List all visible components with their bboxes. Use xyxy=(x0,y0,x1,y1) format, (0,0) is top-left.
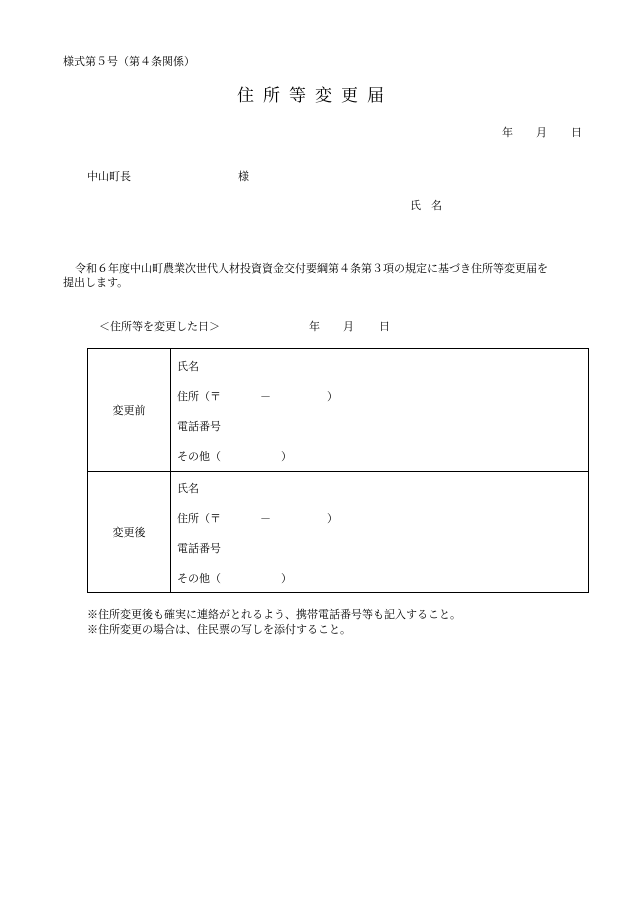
after-phone-field: 電話番号 xyxy=(177,542,221,555)
body-text-line1: 令和６年度中山町農業次世代人材投資資金交付要綱第４条第３項の規定に基づき住所等変更届を xyxy=(75,262,548,275)
note-item: ※住所変更の場合は、住民票の写しを添付すること。 xyxy=(87,623,351,636)
addressee-honorific: 様 xyxy=(238,170,249,183)
before-name-field: 氏名 xyxy=(177,360,199,373)
changed-year-label: 年 xyxy=(309,320,320,333)
changed-day-label: 日 xyxy=(379,320,390,333)
body-text-line2: 提出します。 xyxy=(63,276,129,289)
after-address-dash: － xyxy=(260,512,271,525)
section-after-label: 変更後 xyxy=(88,471,171,593)
section-before xyxy=(88,349,588,472)
after-name-field: 氏名 xyxy=(177,482,199,495)
changed-month-label: 月 xyxy=(343,320,354,333)
addressee-name: 中山町長 xyxy=(87,170,131,183)
changed-date-label: ＜住所等を変更した日＞ xyxy=(99,320,220,333)
change-table xyxy=(87,348,589,593)
section-before-label: 変更前 xyxy=(88,349,171,471)
before-address-dash: － xyxy=(260,390,271,403)
date-year-label: 年 xyxy=(502,126,513,139)
note-item: ※住所変更後も確実に連絡がとれるよう、携帯電話番号等も記入すること。 xyxy=(87,608,461,621)
before-address-field: 住所（〒 xyxy=(177,390,221,403)
section-after xyxy=(88,471,588,593)
before-phone-field: 電話番号 xyxy=(177,420,221,433)
before-other-field: その他（ xyxy=(177,450,221,463)
date-month-label: 月 xyxy=(536,126,547,139)
after-other-close: ） xyxy=(281,572,292,585)
form-number: 様式第５号（第４条関係） xyxy=(63,55,195,68)
after-address-field: 住所（〒 xyxy=(177,512,221,525)
before-address-close: ） xyxy=(327,390,338,403)
after-address-close: ） xyxy=(327,512,338,525)
date-day-label: 日 xyxy=(571,126,582,139)
document-title: 住所等変更届 xyxy=(237,86,393,106)
before-other-close: ） xyxy=(281,450,292,463)
applicant-name-label: 氏名 xyxy=(410,199,452,212)
after-other-field: その他（ xyxy=(177,572,221,585)
